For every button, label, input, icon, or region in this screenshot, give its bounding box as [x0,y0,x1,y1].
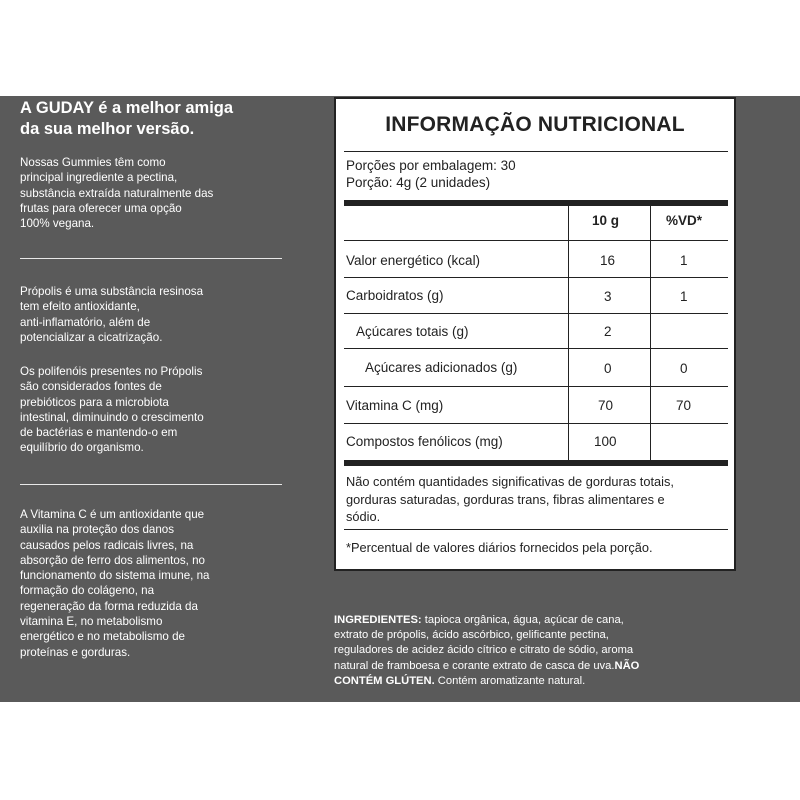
row-amount: 70 [598,398,614,413]
text-line: absorção de ferro dos alimentos, no [20,553,205,567]
ingredients-line: extrato de própolis, ácido ascórbico, gelificante pectina, [334,629,609,642]
polifenois-paragraph [20,364,282,456]
thick-rule [344,460,728,466]
row-amount: 16 [600,253,616,268]
text-line: auxilia na proteção dos danos [20,523,175,537]
rule [344,151,728,152]
thick-rule [344,200,728,206]
divider [20,484,282,485]
row-amount: 2 [604,324,612,339]
rule [344,423,728,424]
nutrition-title: INFORMAÇÃO NUTRICIONAL [385,113,685,136]
text-line: formação do colágeno, na [20,584,155,598]
header-vd: %VD* [666,213,703,228]
text-span: natural de framboesa e corante extrato de casca de uva. [334,659,615,672]
text-line: substância extraída naturalmente das [20,186,214,200]
row-vd: 1 [680,253,688,268]
rule [344,386,728,387]
text-line: energético e no metabolismo de [20,630,185,644]
headline-line: da sua melhor versão. [20,120,195,138]
nutrition-facts-table [334,97,736,571]
note-line: sódio. [346,509,381,524]
text-line: frutas para oferecer uma opção [20,201,182,215]
text-line: intestinal, diminuindo o crescimento [20,410,204,424]
text-span: tapioca orgânica, água, açúcar de cana, [421,614,624,626]
ingredients-line [334,674,744,689]
text-line: A Vitamina C é um antioxidante que [20,508,205,521]
portions-per-package: Porções por embalagem: 30 [346,158,516,173]
row-amount: 3 [604,289,612,304]
vitamina-c-paragraph [20,507,282,660]
text-line: proteínas e gorduras. [20,645,131,659]
text-line: regeneração da forma reduzida da [20,599,198,613]
rule [344,348,728,349]
rule [344,240,728,241]
text-line: de bactérias e mantendo-o em [20,426,178,440]
rule [344,313,728,314]
propolis-paragraph [20,284,282,345]
gluten-warning: NÃO [614,659,640,672]
header-amount: 10 g [592,213,620,228]
vd-footnote: *Percentual de valores diários fornecidos pela porção. [346,540,653,555]
rule [344,529,728,530]
text-line: 100% vegana. [20,217,95,231]
text-line: funcionamento do sistema imune, na [20,569,210,583]
gluten-warning: CONTÉM GLÚTEN. [334,674,435,687]
text-line: prebióticos para a microbiota [20,395,169,409]
text-line: potencializar a cicatrização. [20,330,163,344]
row-label: Valor energético (kcal) [346,253,481,268]
text-line: Própolis é uma substância resinosa [20,285,204,298]
row-amount: 100 [594,434,617,449]
text-line: tem efeito antioxidante, [20,300,140,314]
row-label: Vitamina C (mg) [346,398,444,413]
row-vd: 1 [680,289,688,304]
text-line: Os polifenóis presentes no Própolis [20,365,203,378]
gummies-paragraph [20,155,282,231]
ingredients-line [334,613,744,628]
row-label-indented: Açúcares totais (g) [356,324,469,339]
row-label-indented: Açúcares adicionados (g) [365,360,518,375]
text-line: anti-inflamatório, além de [20,315,151,329]
row-label: Carboidratos (g) [346,288,444,303]
ingredients-label: INGREDIENTES: [334,614,422,626]
note-line: Não contém quantidades significativas de gorduras totais, [346,474,674,489]
row-vd: 0 [680,361,688,376]
ingredients-line [334,659,744,674]
row-label: Compostos fenólicos (mg) [346,434,503,449]
row-vd: 70 [676,398,692,413]
text-line: causados pelos radicais livres, na [20,538,194,552]
text-line: são considerados fontes de [20,380,162,394]
row-amount: 0 [604,361,612,376]
portion-size: Porção: 4g (2 unidades) [346,175,491,190]
headline [20,98,290,140]
note-line: gorduras saturadas, gorduras trans, fibras alimentares e [346,491,665,507]
divider [20,258,282,259]
text-line: principal ingrediente a pectina, [20,171,178,185]
text-span: Contém aromatizante natural. [434,674,586,687]
ingredients-line: reguladores de acidez ácido cítrico e citrato de sódio, aroma [334,644,634,657]
nutrition-note [346,473,728,526]
headline-line: A GUDAY é a melhor amiga [20,99,234,117]
text-line: equilíbrio do organismo. [20,441,144,455]
ingredients-text [334,613,744,689]
text-line: Nossas Gummies têm como [20,156,166,169]
rule [344,277,728,278]
text-line: vitamina E, no metabolismo [20,615,163,629]
